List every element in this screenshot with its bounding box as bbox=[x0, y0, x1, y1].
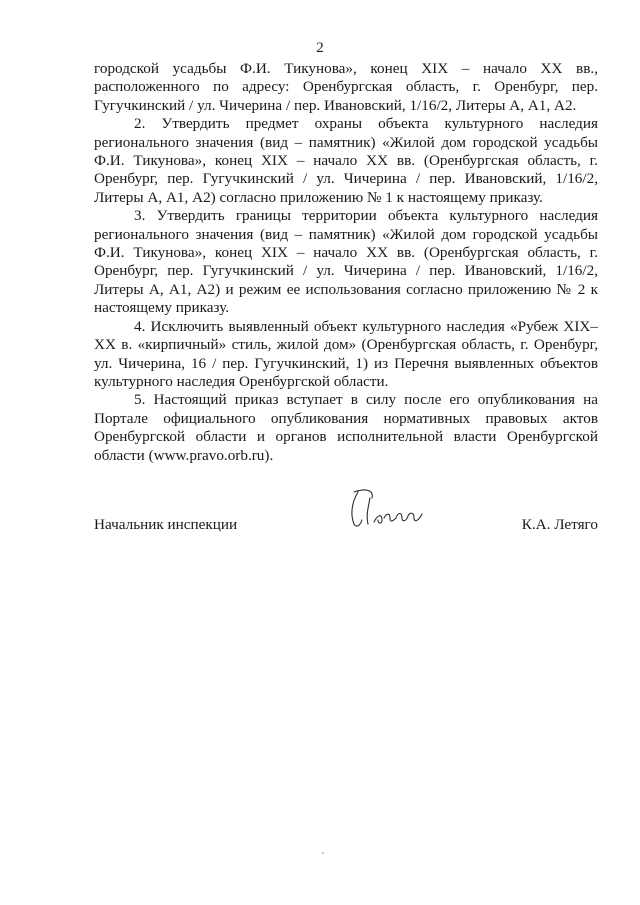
signature-block bbox=[94, 512, 598, 542]
paragraph-item-2: 2. Утвердить предмет охраны объекта культурного наследия регионального значения (вид – памятник) «Жилой дом городской усадьбы Ф.И. Тикунова», конец XIX – начало XX вв. (Оренбургская область, г. Оренбург, пер. Гугучкинский / ул. Чичерина / пер. Ивановский, 1/16/2, Литеры А, А1, А2) согласно приложению № 1 к настоящему приказу. bbox=[94, 115, 598, 206]
signatory-name: К.А. Летяго bbox=[521, 516, 598, 533]
page-number: 2 bbox=[316, 40, 324, 56]
paragraph-item-4: 4. Исключить выявленный объект культурного наследия «Рубеж XIX–XX в. «кирпичный» стиль, жилой дом» (Оренбургская область, г. Оренбург, ул. Чичерина, 16 / пер. Гугучкинский, 1) из Перечня выявленных объектов культурного наследия Оренбургской области. bbox=[94, 317, 598, 390]
handwritten-signature bbox=[344, 484, 434, 534]
scan-speck bbox=[322, 852, 324, 854]
paragraph-item-3: 3. Утвердить границы территории объекта культурного наследия регионального значения (вид – памятник) «Жилой дом городской усадьбы Ф.И. Тикунова», конец XIX – начало XX вв. (Оренбургская область, г. Оренбург, пер. Гугучкинский / ул. Чичерина / пер. Ивановский, 1/16/2, Литеры А, А1, А2) и режим ее использования согласно приложению № 2 к настоящему приказу. bbox=[94, 207, 598, 317]
paragraph-continuation: городской усадьбы Ф.И. Тикунова», конец XIX – начало XX вв., расположенного по адресу: Оренбургская область, г. Оренбург, пер. Гугучкинский / ул. Чичерина / пер. Ивановский, 1/16/2, Литеры А, А1, А2. bbox=[94, 60, 598, 114]
signatory-position: Начальник инспекции bbox=[94, 516, 238, 533]
document-body bbox=[94, 60, 598, 465]
paragraph-item-5: 5. Настоящий приказ вступает в силу после его опубликования на Портале официального опубликования нормативных правовых актов Оренбургской области и органов исполнительной власти Оренбургской области (www.pravo.orb.ru). bbox=[94, 391, 598, 464]
